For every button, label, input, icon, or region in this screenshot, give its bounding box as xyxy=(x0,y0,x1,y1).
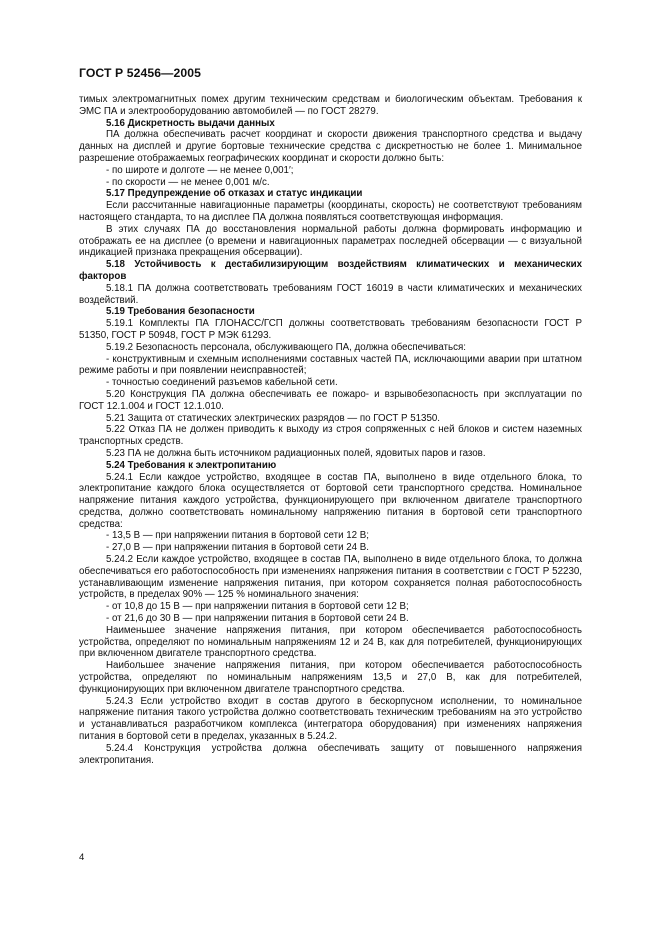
paragraph: 5.24.2 Если каждое устройство, входящее в состав ПА, выполнено в виде отдельного блока, то должна обеспечиваться его работоспособность при изменениях напряжения питания в соответствии с ГОСТ Р 52230, устанавливающим изменение напряжения питания, при котором сохраняется полная работоспособность устройств, в пределах 90% — 125 % номинального значения: xyxy=(79,554,582,601)
list-item: - от 21,6 до 30 В — при напряжении питания в бортовой сети 24 В. xyxy=(106,613,409,625)
list-item: - по скорости — не менее 0,001 м/с. xyxy=(106,176,270,188)
paragraph: Наибольшее значение напряжения питания, при котором обеспечивается работоспособность устройства, определяют по номинальным напряжениям 13,5 и 27,0 В, как для потребителей, функционирующих при включенном двигателе транспортного средства. xyxy=(79,660,582,695)
section-heading-5-24: 5.24 Требования к электропитанию xyxy=(106,459,277,471)
paragraph: 5.23 ПА не должна быть источником радиационных полей, ядовитых паров и газов. xyxy=(106,447,486,459)
document-body xyxy=(79,94,582,766)
list-item: - 27,0 В — при напряжении питания в бортовой сети 24 В. xyxy=(106,542,369,554)
paragraph: 5.22 Отказ ПА не должен приводить к выходу из строя сопряженных с ней блоков и систем наземных транспортных средств. xyxy=(79,424,582,448)
paragraph: Наименьшее значение напряжения питания, при котором обеспечивается работоспособность устройства, определяют по номинальным напряжениям 12 и 24 В, как для потребителей, функционирующих при включенном двигателе транспортного средства. xyxy=(79,624,582,660)
section-heading-5-16: 5.16 Дискретность выдачи данных xyxy=(106,117,275,129)
page-number: 4 xyxy=(79,852,85,863)
paragraph: ПА должна обеспечивать расчет координат и скорости движения транспортного средства и выдачу данных на дисплей и другие бортовые технические средства с дискретностью не более 1. Минимальное разрешение отображаемых географических координат и скорости должно быть: xyxy=(79,129,582,164)
paragraph: 5.24.1 Если каждое устройство, входящее в состав ПА, выполнено в виде отдельного блока, то электропитание каждого блока осуществляется от бортовой сети транспортного средства. Номинальное напряжение питания каждого устройства, функционирующего при включенном двигателе транспортного средства, должно соответствовать номинальному напряжению питания в бортовой сети транспортного средства: xyxy=(79,471,582,530)
paragraph: 5.18.1 ПА должна соответствовать требованиям ГОСТ 16019 в части климатических и механических воздействий. xyxy=(79,282,582,306)
list-item: - от 10,8 до 15 В — при напряжении питания в бортовой сети 12 В; xyxy=(106,601,409,613)
paragraph: 5.19.2 Безопасность персонала, обслуживающего ПА, должна обеспечиваться: xyxy=(106,341,466,353)
paragraph: 5.20 Конструкция ПА должна обеспечивать ее пожаро- и взрывобезопасность при эксплуатации по ГОСТ 12.1.004 и ГОСТ 12.1.010. xyxy=(79,388,582,412)
section-heading-5-18: 5.18 Устойчивость к дестабилизирующим воздействиям климатических и механических факторов xyxy=(79,259,582,282)
list-item: - конструктивным и схемным исполнениями составных частей ПА, исключающими аварии при штатном режиме работы и при появлении неисправностей; xyxy=(79,353,582,377)
section-heading-5-19: 5.19 Требования безопасности xyxy=(106,306,255,318)
section-heading-5-17: 5.17 Предупреждение об отказах и статус индикации xyxy=(106,188,363,200)
paragraph: Если рассчитанные навигационные параметры (координаты, скорость) не соответствуют требованиям настоящего стандарта, то на дисплее ПА должна появляться соответствующая информация. xyxy=(79,200,582,223)
paragraph: 5.24.4 Конструкция устройства должна обеспечивать защиту от повышенного напряжения электропитания. xyxy=(79,742,582,766)
list-item: - по широте и долготе — не менее 0,001′; xyxy=(106,164,294,176)
paragraph: 5.19.1 Комплекты ПА ГЛОНАСС/ГСП должны соответствовать требованиям безопасности ГОСТ Р 51350, ГОСТ Р 50948, ГОСТ Р МЭК 61293. xyxy=(79,318,582,341)
document-header: ГОСТ Р 52456—2005 xyxy=(79,66,201,80)
list-item: - 13,5 В — при напряжении питания в бортовой сети 12 В; xyxy=(106,530,369,542)
paragraph-continuation: тимых электромагнитных помех другим техническим средствам и биологическим объектам. Требования к ЭМС ПА и электрооборудованию автомобилей — по ГОСТ 28279. xyxy=(79,94,582,117)
list-item: - точностью соединений разъемов кабельной сети. xyxy=(106,377,338,389)
paragraph: 5.21 Защита от статических электрических разрядов — по ГОСТ Р 51350. xyxy=(106,412,441,424)
paragraph: В этих случаях ПА до восстановления нормальной работы должна формировать информацию и отображать ее на дисплее (о времени и навигационных параметрах последней обсервации — с визуальной индикацией признака прекращения обсервации). xyxy=(79,223,582,259)
paragraph: 5.24.3 Если устройство входит в состав другого в бескорпусном исполнении, то номинальное напряжение питания такого устройства должно соответствовать техническим требованиям на это устройство и устанавливаться разработчиком комплекса (интегратора оборудования) при изменениях напряжения питания в бортовой сети в пределах, указанных в 5.24.2. xyxy=(79,695,582,743)
